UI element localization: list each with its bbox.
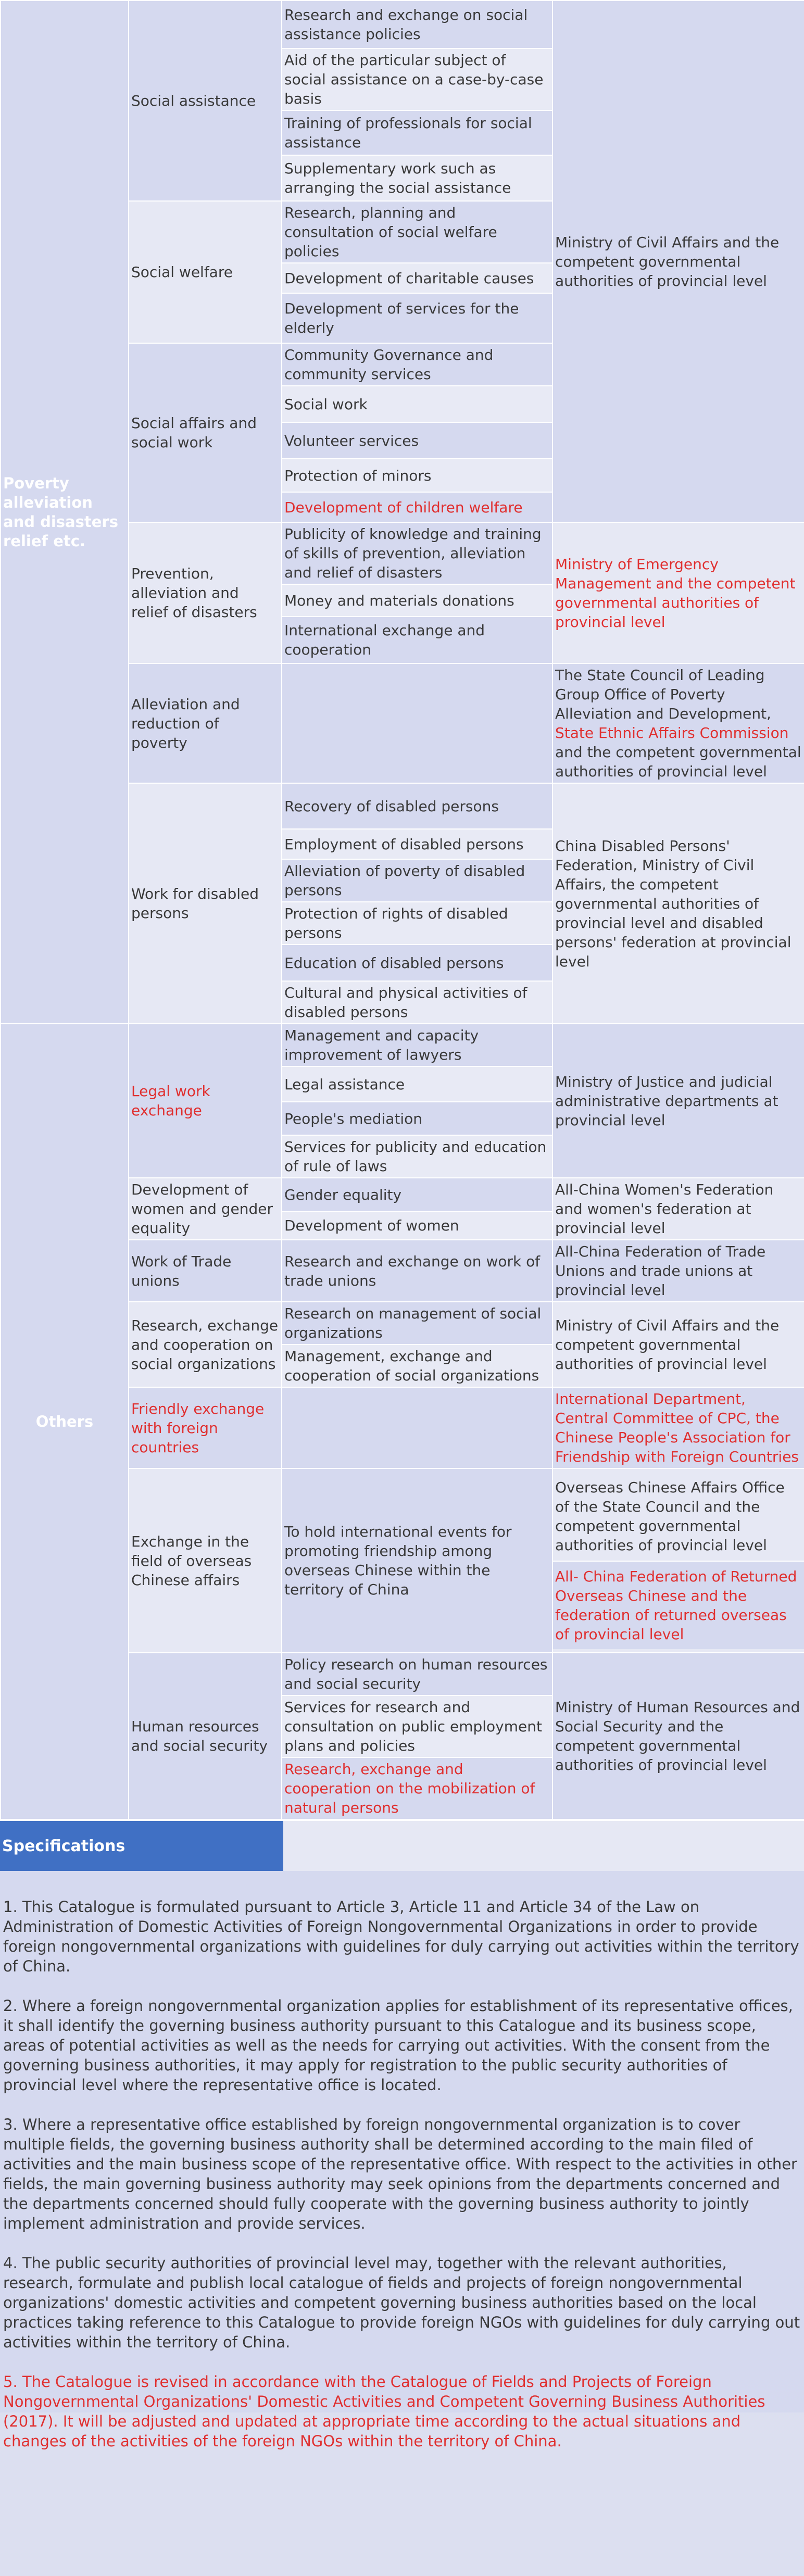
activity-cell: Research, planning and consultation of social welfare policies: [282, 201, 552, 263]
authority-text: Ministry of Emergency Management and the competent governmental authorities of provincial level: [555, 555, 796, 631]
authority-text: Overseas Chinese Affairs Office of the State Council and the competent governmental authorities of provincial level: [555, 1479, 785, 1554]
authority-cell: [552, 783, 804, 1024]
activity-cell: Protection of rights of disabled persons: [282, 902, 552, 945]
activity-cell: Policy research on human resources and social security: [282, 1653, 552, 1695]
authority-text: State Ethnic Affairs Commission: [555, 724, 789, 742]
authority-text: International Department, Central Committee of CPC, the Chinese People's Association for Friendship with Foreign Countries: [555, 1390, 799, 1465]
authority-cell: [552, 1178, 804, 1240]
activity-cell: Education of disabled persons: [282, 945, 552, 981]
activity-cell: Research, exchange and cooperation on the mobilization of natural persons: [282, 1757, 552, 1819]
authority-text: Ministry of Justice and judicial administrative departments at provincial level: [555, 1073, 778, 1129]
subcategory-cell: Work for disabled persons: [129, 783, 282, 1024]
activity-cell: Services for publicity and education of rule of laws: [282, 1135, 552, 1178]
subcategory-cell: Social affairs and social work: [129, 343, 282, 522]
activity-cell: Development of women: [282, 1212, 552, 1240]
activity-cell: Services for research and consultation on public employment plans and policies: [282, 1695, 552, 1757]
authority-text: All-China Women's Federation and women's federation at provincial level: [555, 1181, 774, 1237]
activity-cell: Research on management of social organizations: [282, 1302, 552, 1344]
activity-cell: Development of services for the elderly: [282, 293, 552, 343]
authority-cell: [552, 1024, 804, 1178]
subcategory-cell: Development of women and gender equality: [129, 1178, 282, 1240]
activity-cell: Supplementary work such as arranging the social assistance: [282, 155, 552, 201]
activity-cell: Volunteer services: [282, 422, 552, 459]
specification-item: 5. The Catalogue is revised in accordance with the Catalogue of Fields and Projects of Foreign Nongovernmental Organizations' Domestic Activities and Competent Governing Business Authorities (2017). It will be adjusted and updated at appropriate time according to the actual situations and changes of the activities of the foreign NGOs within the territory of China.: [3, 2373, 765, 2450]
activity-cell: Legal assistance: [282, 1066, 552, 1102]
subcategory-cell: Exchange in the field of overseas Chinese affairs: [129, 1468, 282, 1653]
subcategory-cell: Alleviation and reduction of poverty: [129, 663, 282, 783]
authority-cell: [552, 663, 804, 783]
specification-item: 4. The public security authorities of provincial level may, together with the relevant authorities, research, formulate and publish local catalogue of fields and projects of foreign nongovernmental organizations' domestic activities and competent governing business authorities based on the local practices taking reference to this Catalogue to provide foreign NGOs with guidelines for duly carrying out activities within the territory of China.: [3, 2254, 800, 2351]
activity-cell: Protection of minors: [282, 459, 552, 492]
table-row: [1, 1, 804, 48]
authority-text: Ministry of Civil Affairs and the competent governmental authorities of provincial level: [555, 233, 780, 290]
authority-block: [553, 1472, 804, 1561]
activity-cell: Management, exchange and cooperation of social organizations: [282, 1344, 552, 1387]
activity-cell: Research and exchange on work of trade unions: [282, 1240, 552, 1302]
subcategory-cell: Research, exchange and cooperation on social organizations: [129, 1302, 282, 1387]
activity-cell: Development of charitable causes: [282, 263, 552, 293]
activity-cell: Gender equality: [282, 1178, 552, 1212]
authority-cell: [552, 1, 804, 522]
activity-cell: Training of professionals for social assistance: [282, 110, 552, 155]
specifications-header: [0, 1820, 804, 1871]
authority-text: All- China Federation of Returned Overseas Chinese and the federation of returned overseas of provincial level: [555, 1568, 797, 1643]
subcategory-cell: Social assistance: [129, 1, 282, 201]
authority-cell: [552, 522, 804, 663]
authority-cell: [552, 1387, 804, 1468]
subcategory-cell: Prevention, alleviation and relief of disasters: [129, 522, 282, 663]
authority-cell: [552, 1302, 804, 1387]
subcategory-cell: Work of Trade unions: [129, 1240, 282, 1302]
specifications-header-blank: [283, 1821, 804, 1871]
main-category-cell: Poverty alleviation and disasters relief etc.: [1, 1, 129, 1024]
specification-item: 3. Where a representative office established by foreign nongovernmental organization is to cover multiple fields, the governing business authority shall be determined according to the main filed of activities and the main business scope of the representative office. With respect to the activities in other fields, the main governing business authority may seek opinions from the departments concerned and the departments concerned should fully cooperate with the governing business authority to jointly implement administration and provide services.: [3, 2116, 797, 2232]
specification-item: 2. Where a foreign nongovernmental organization applies for establishment of its representative offices, it shall identify the governing business authority pursuant to this Catalogue and its business scope, areas of potential activities as well as the needs for carrying out activities. With the consent from the governing business authorities, it may apply for registration to the public security authorities of provincial level where the representative office is located.: [3, 1997, 793, 2094]
specifications-body: [0, 1871, 804, 2450]
authority-cell: [552, 1240, 804, 1302]
authority-text: China Disabled Persons' Federation, Ministry of Civil Affairs, the competent governmental authorities of provincial level and disabled persons' federation at provincial level: [555, 837, 792, 970]
activity-cell: Employment of disabled persons: [282, 829, 552, 859]
authority-cell: [552, 1653, 804, 1819]
authority-text: All-China Federation of Trade Unions and trade unions at provincial level: [555, 1243, 766, 1299]
main-category-cell: Others: [1, 1024, 129, 1819]
authority-text: Ministry of Human Resources and Social Security and the competent governmental authorities of provincial level: [555, 1699, 800, 1774]
subcategory-cell: Social welfare: [129, 201, 282, 343]
authority-text-block: [555, 1478, 802, 1555]
subcategory-cell: Legal work exchange: [129, 1024, 282, 1178]
activity-cell: Recovery of disabled persons: [282, 783, 552, 829]
subcategory-cell: Human resources and social security: [129, 1653, 282, 1819]
authority-text: and the competent governmental authorities of provincial level: [555, 744, 801, 780]
table-row: [1, 1024, 804, 1066]
activity-cell: Publicity of knowledge and training of skills of prevention, alleviation and relief of disasters: [282, 522, 552, 584]
activity-cell: Research and exchange on social assistance policies: [282, 1, 552, 48]
activity-cell: Alleviation of poverty of disabled persons: [282, 859, 552, 902]
activity-cell: Cultural and physical activities of disabled persons: [282, 981, 552, 1024]
activity-cell: Money and materials donations: [282, 584, 552, 617]
activity-cell: Management and capacity improvement of lawyers: [282, 1024, 552, 1066]
authority-text: Ministry of Civil Affairs and the competent governmental authorities of provincial level: [555, 1316, 780, 1373]
activity-cell: Aid of the particular subject of social assistance on a case-by-case basis: [282, 48, 552, 110]
authority-text-block: [555, 1567, 802, 1644]
activity-cell: International exchange and cooperation: [282, 617, 552, 663]
authority-block: [553, 1561, 804, 1649]
activity-cell: Community Governance and community services: [282, 343, 552, 386]
specifications-title: Specifications: [0, 1821, 283, 1871]
subcategory-cell: Friendly exchange with foreign countries: [129, 1387, 282, 1468]
activity-cell: [282, 663, 552, 783]
authority-text: The State Council of Leading Group Office of Poverty Alleviation and Development,: [555, 667, 771, 722]
activity-cell: [282, 1387, 552, 1468]
activity-cell: Social work: [282, 386, 552, 422]
activity-cell: People's mediation: [282, 1102, 552, 1135]
authority-cell: [552, 1468, 804, 1653]
specification-item: 1. This Catalogue is formulated pursuant to Article 3, Article 11 and Article 34 of the Law on Administration of Domestic Activities of Foreign Nongovernmental Organizations in order to provide foreign nongovernmental organizations with guidelines for duly carrying out activities within the territory of China.: [3, 1898, 799, 1975]
activity-cell: To hold international events for promoting friendship among overseas Chinese within the territory of China: [282, 1468, 552, 1653]
activity-cell: Development of children welfare: [282, 492, 552, 522]
